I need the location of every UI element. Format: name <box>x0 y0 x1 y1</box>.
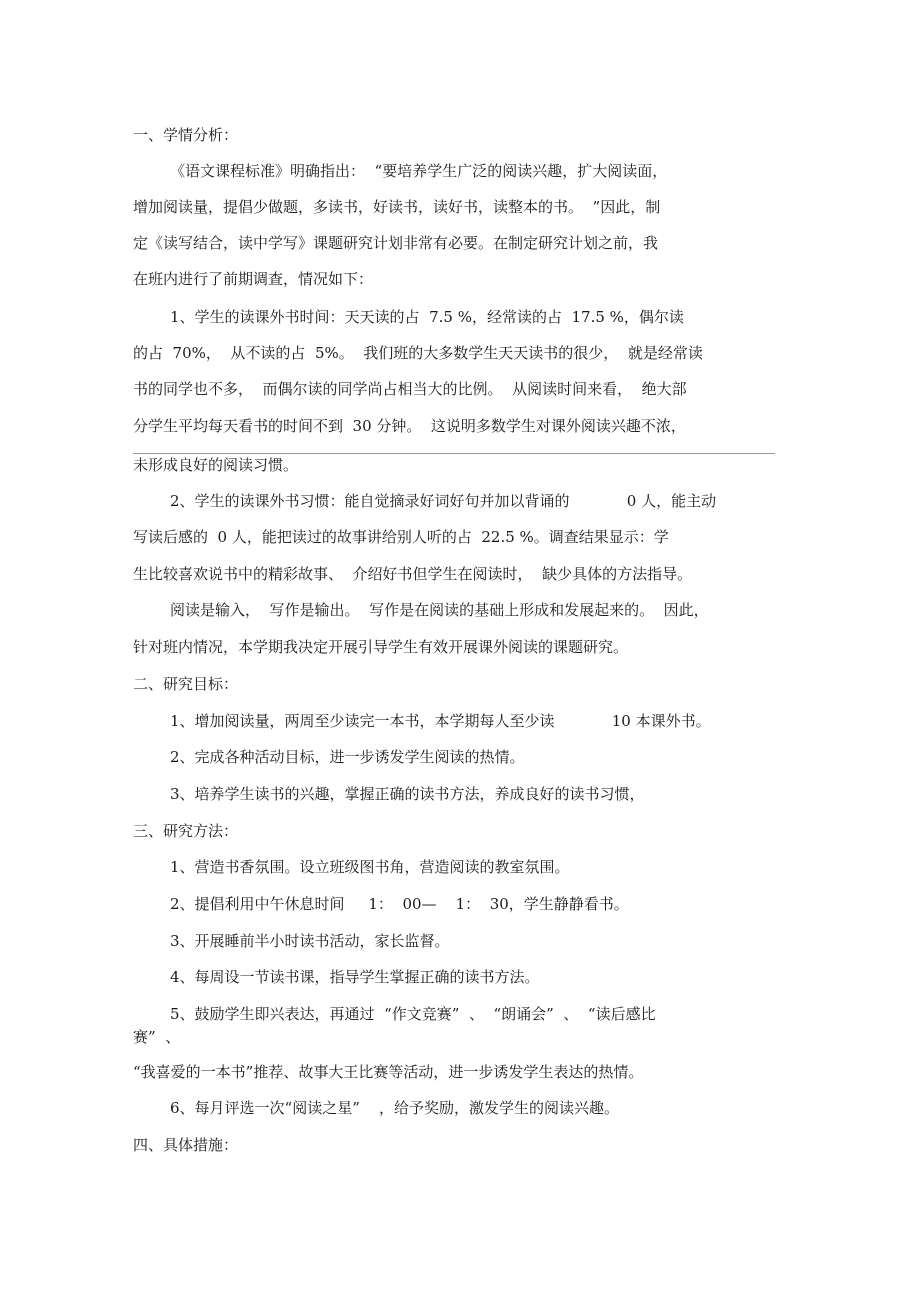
paragraph-line: 书的同学也不多， 而偶尔读的同学尚占相当大的比例。 从阅读时间来看， 绝大部 <box>133 380 687 398</box>
paragraph-line: 分学生平均每天看书的时间不到 30 分钟。 这说明多数学生对课外阅读兴趣不浓， <box>133 417 686 435</box>
list-item: 3、培养学生读书的兴趣，掌握正确的读书方法，养成良好的读书习惯， <box>170 785 645 803</box>
list-item: 3、开展睡前半小时读书活动，家长监督。 <box>170 932 450 950</box>
paragraph-line: 2、学生的读课外书习惯：能自觉摘录好词好句并加以背诵的 0 人，能主动 <box>170 492 717 510</box>
list-item: 5、鼓励学生即兴表达，再通过 “作文竞赛” 、 “朗诵会” 、 “读后感比 <box>170 1005 656 1023</box>
list-item: 2、完成各种活动目标，进一步诱发学生阅读的热情。 <box>170 748 525 766</box>
paragraph-line: 增加阅读量，提倡少做题，多读书，好读书，读好书，读整本的书。 ”因此，制 <box>133 198 661 216</box>
paragraph-line: 针对班内情况，本学期我决定开展引导学生有效开展课外阅读的课题研究。 <box>133 638 629 656</box>
section-heading: 四、具体措施： <box>133 1136 239 1154</box>
paragraph-line: 阅读是输入， 写作是输出。 写作是在阅读的基础上形成和发展起来的。 因此， <box>170 601 709 619</box>
section-heading: 二、研究目标： <box>133 675 239 693</box>
paragraph-line: 生比较喜欢说书中的精彩故事、 介绍好书但学生在阅读时， 缺少具体的方法指导。 <box>133 565 693 583</box>
list-item-continuation: 赛” 、 <box>133 1028 181 1046</box>
paragraph-line: 的占 70%， 从不读的占 5%。 我们班的大多数学生天天读书的很少， 就是经常读 <box>133 344 703 362</box>
section-heading: 三、研究方法： <box>133 822 239 840</box>
paragraph-line: 未形成良好的阅读习惯。 <box>133 456 299 474</box>
paragraph-line: 1、学生的读课外书时间：天天读的占 7.5 %，经常读的占 17.5 %，偶尔读 <box>170 308 684 326</box>
section-heading: 一、学情分析： <box>133 126 239 144</box>
list-item: 4、每周设一节读书课，指导学生掌握正确的读书方法。 <box>170 968 540 986</box>
list-item: 1、增加阅读量，两周至少读完一本书，本学期每人至少读 10 本课外书。 <box>170 712 711 730</box>
paragraph-line: 定《读写结合，读中学写》课题研究计划非常有必要。在制定研究计划之前，我 <box>133 234 659 252</box>
horizontal-rule <box>133 453 775 454</box>
paragraph-line: 《语文课程标准》明确指出： “要培养学生广泛的阅读兴趣，扩大阅读面， <box>170 162 668 180</box>
paragraph-line: 在班内进行了前期调查，情况如下： <box>133 270 374 288</box>
list-item: 2、提倡利用中午休息时间 1： 00— 1： 30，学生静静看书。 <box>170 895 629 913</box>
list-item: 1、营造书香氛围。设立班级图书角，营造阅读的教室氛围。 <box>170 858 570 876</box>
paragraph-line: 写读后感的 0 人，能把读过的故事讲给别人听的占 22.5 %。调查结果显示：学 <box>133 528 669 546</box>
paragraph-line: “我喜爱的一本书”推荐、故事大王比赛等活动，进一步诱发学生表达的热情。 <box>133 1063 644 1081</box>
list-item: 6、每月评选一次“阅读之星” ，给予奖励，激发学生的阅读兴趣。 <box>170 1099 619 1117</box>
